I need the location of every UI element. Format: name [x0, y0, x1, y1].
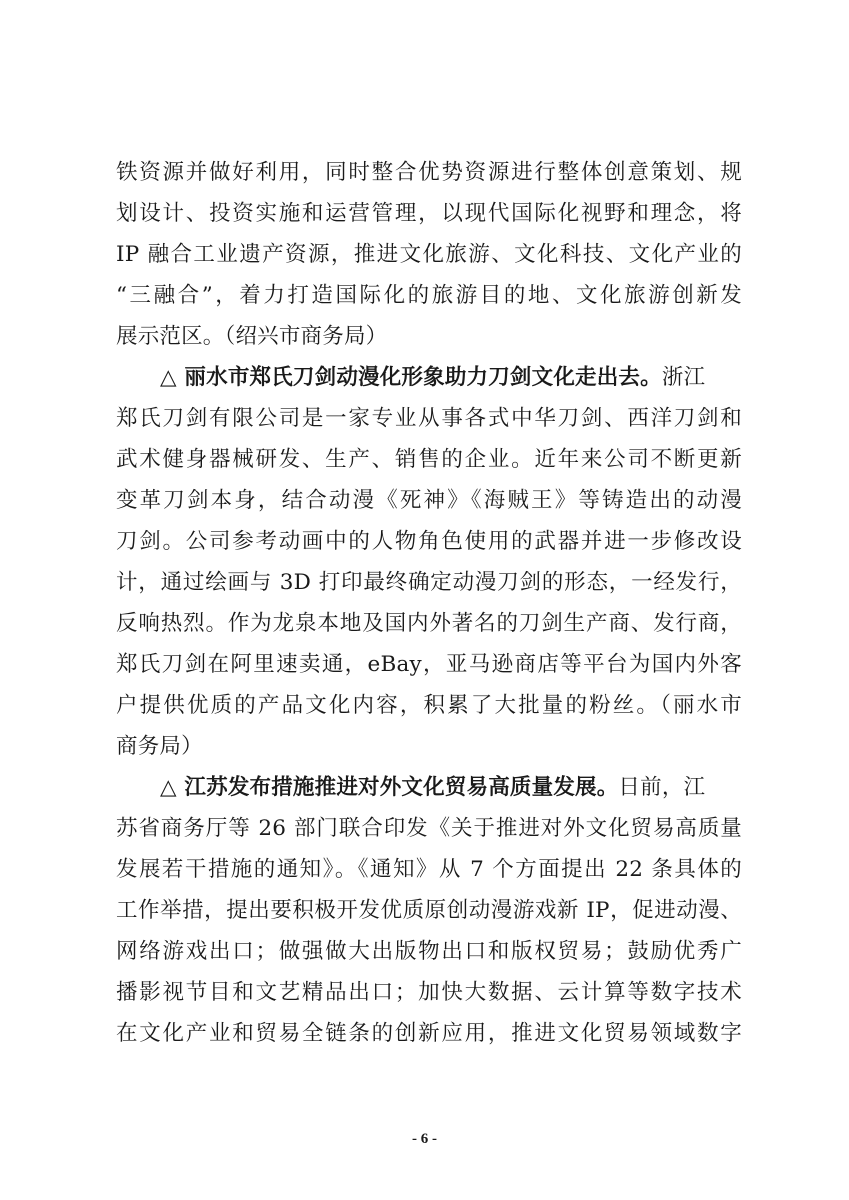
paragraph-line: 武术健身器械研发、生产、销售的企业。近年来公司不断更新 [116, 447, 742, 472]
paragraph-line: 商务局） [116, 734, 203, 759]
paragraph-lishui [116, 357, 742, 767]
paragraph-line: 郑氏刀剑有限公司是一家专业从事各式中华刀剑、西洋刀剑和 [116, 406, 742, 431]
section-heading: △ 江苏发布措施推进对外文化贸易高质量发展。 [160, 775, 619, 800]
paragraph-line: 反响热烈。作为龙泉本地及国内外著名的刀剑生产商、发行商， [116, 611, 742, 636]
paragraph-text: 浙江 [661, 365, 706, 390]
paragraph-line: IP 融合工业遗产资源，推进文化旅游、文化科技、文化产业的 [116, 242, 742, 267]
paragraph-line: 在文化产业和贸易全链条的创新应用，推进文化贸易领域数字 [116, 1021, 742, 1046]
paragraph-line: “三融合”，着力打造国际化的旅游目的地、文化旅游创新发 [116, 283, 742, 308]
paragraph-first-line [116, 357, 742, 398]
page-number: - 6 - [412, 1131, 437, 1147]
section-heading: △ 丽水市郑氏刀剑动漫化形象助力刀剑文化走出去。 [160, 365, 662, 390]
paragraph-text: 日前，江 [618, 775, 706, 800]
paragraph-line: 户提供优质的产品文化内容，积累了大批量的粉丝。（丽水市 [116, 693, 742, 718]
paragraph-line: 划设计、投资实施和运营管理，以现代国际化视野和理念，将 [116, 201, 742, 226]
paragraph-shaoxing [116, 152, 742, 357]
paragraph-line: 变革刀剑本身，结合动漫《死神》《海贼王》等铸造出的动漫 [116, 488, 742, 513]
paragraph-line: 铁资源并做好利用，同时整合优势资源进行整体创意策划、规 [116, 160, 742, 185]
paragraph-line: 郑氏刀剑在阿里速卖通，eBay，亚马逊商店等平台为国内外客 [116, 652, 742, 677]
paragraph-line: 苏省商务厅等 26 部门联合印发《关于推进对外文化贸易高质量 [116, 816, 742, 841]
paragraph-jiangsu [116, 767, 742, 1054]
paragraph-line: 网络游戏出口；做强做大出版物出口和版权贸易；鼓励优秀广 [116, 939, 742, 964]
paragraph-line: 刀剑。公司参考动画中的人物角色使用的武器并进一步修改设 [116, 529, 742, 554]
paragraph-line: 发展若干措施的通知》。《通知》从 7 个方面提出 22 条具体的 [116, 857, 742, 882]
paragraph-line: 播影视节目和文艺精品出口；加快大数据、云计算等数字技术 [116, 980, 742, 1005]
paragraph-first-line [116, 767, 742, 808]
document-body [116, 152, 742, 1054]
paragraph-line: 工作举措，提出要积极开发优质原创动漫游戏新 IP，促进动漫、 [116, 898, 742, 923]
paragraph-line: 展示范区。（绍兴市商务局） [116, 324, 388, 349]
paragraph-line: 计，通过绘画与 3D 打印最终确定动漫刀剑的形态，一经发行， [116, 570, 742, 595]
